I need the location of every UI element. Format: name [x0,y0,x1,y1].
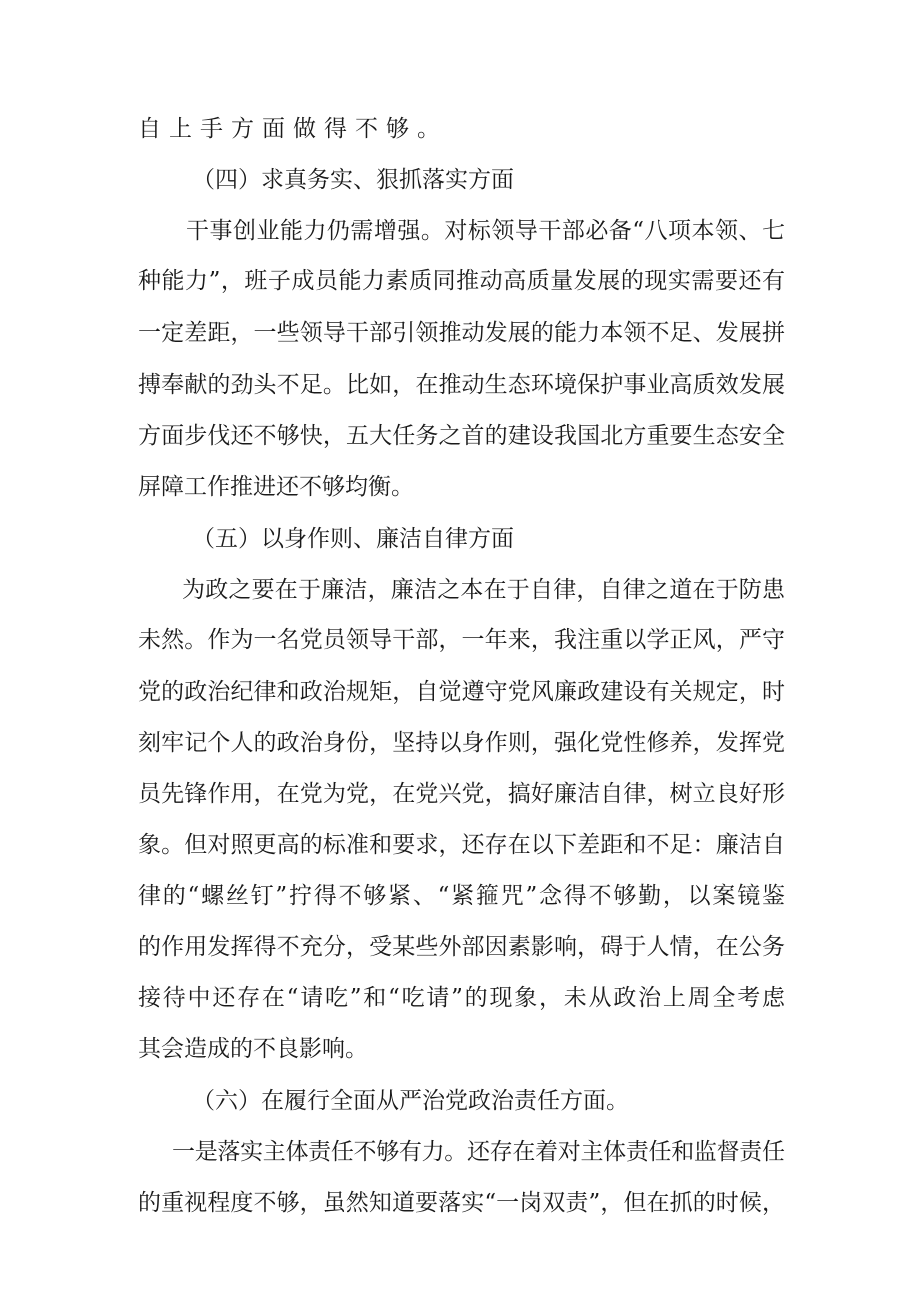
text-line: 屏障工作推进还不够均衡。 [138,474,414,500]
section-heading: （六）在履行全面从严治党政治责任方面。 [192,1088,629,1114]
text-line: 种能力”，班子成员能力素质同推动高质量发展的现实需要还有 [138,268,786,294]
text-line: 员先锋作用，在党为党，在党兴党，搞好廉洁自律，树立良好形 [138,781,786,807]
text-line: 象。但对照更高的标准和要求，还存在以下差距和不足：廉洁自 [138,832,786,858]
text-line: 干事创业能力仍需增强。对标领导干部必备“八项本领、七 [186,218,786,244]
text-line: 律的“螺丝钉”拧得不够紧、“紧箍咒”念得不够勤，以案镜鉴 [138,883,787,909]
text-line: 一是落实主体责任不够有力。还存在着对主体责任和监督责任 [172,1139,785,1165]
section-heading: （五）以身作则、廉洁自律方面 [192,526,514,552]
text-line: 方面步伐还不够快，五大任务之首的建设我国北方重要生态安全 [138,423,786,449]
section-heading: （四）求真务实、狠抓落实方面 [192,167,514,193]
text-line: 未然。作为一名党员领导干部，一年来，我注重以学正风，严守 [138,627,786,653]
text-line: 的作用发挥得不充分，受某些外部因素影响，碍于人情，在公务 [138,934,786,960]
text-line: 自上手方面做得不够。 [138,116,448,142]
text-line: 党的政治纪律和政治规矩，自觉遵守党风廉政建设有关规定，时 [138,679,786,705]
text-line: 刻牢记个人的政治身份，坚持以身作则，强化党性修养，发挥党 [138,730,786,756]
text-line: 的重视程度不够，虽然知道要落实“一岗双责”，但在抓的时候， [138,1190,786,1216]
text-line: 一定差距，一些领导干部引领推动发展的能力本领不足、发展拼 [138,320,786,346]
text-line: 搏奉献的劲头不足。比如，在推动生态环境保护事业高质效发展 [138,372,786,398]
text-line: 其会造成的不良影响。 [138,1036,368,1062]
text-line: 接待中还存在“请吃”和“吃请”的现象，未从政治上周全考虑 [138,985,787,1011]
text-line: 为政之要在于廉洁，廉洁之本在于自律，自律之道在于防患 [182,577,786,603]
